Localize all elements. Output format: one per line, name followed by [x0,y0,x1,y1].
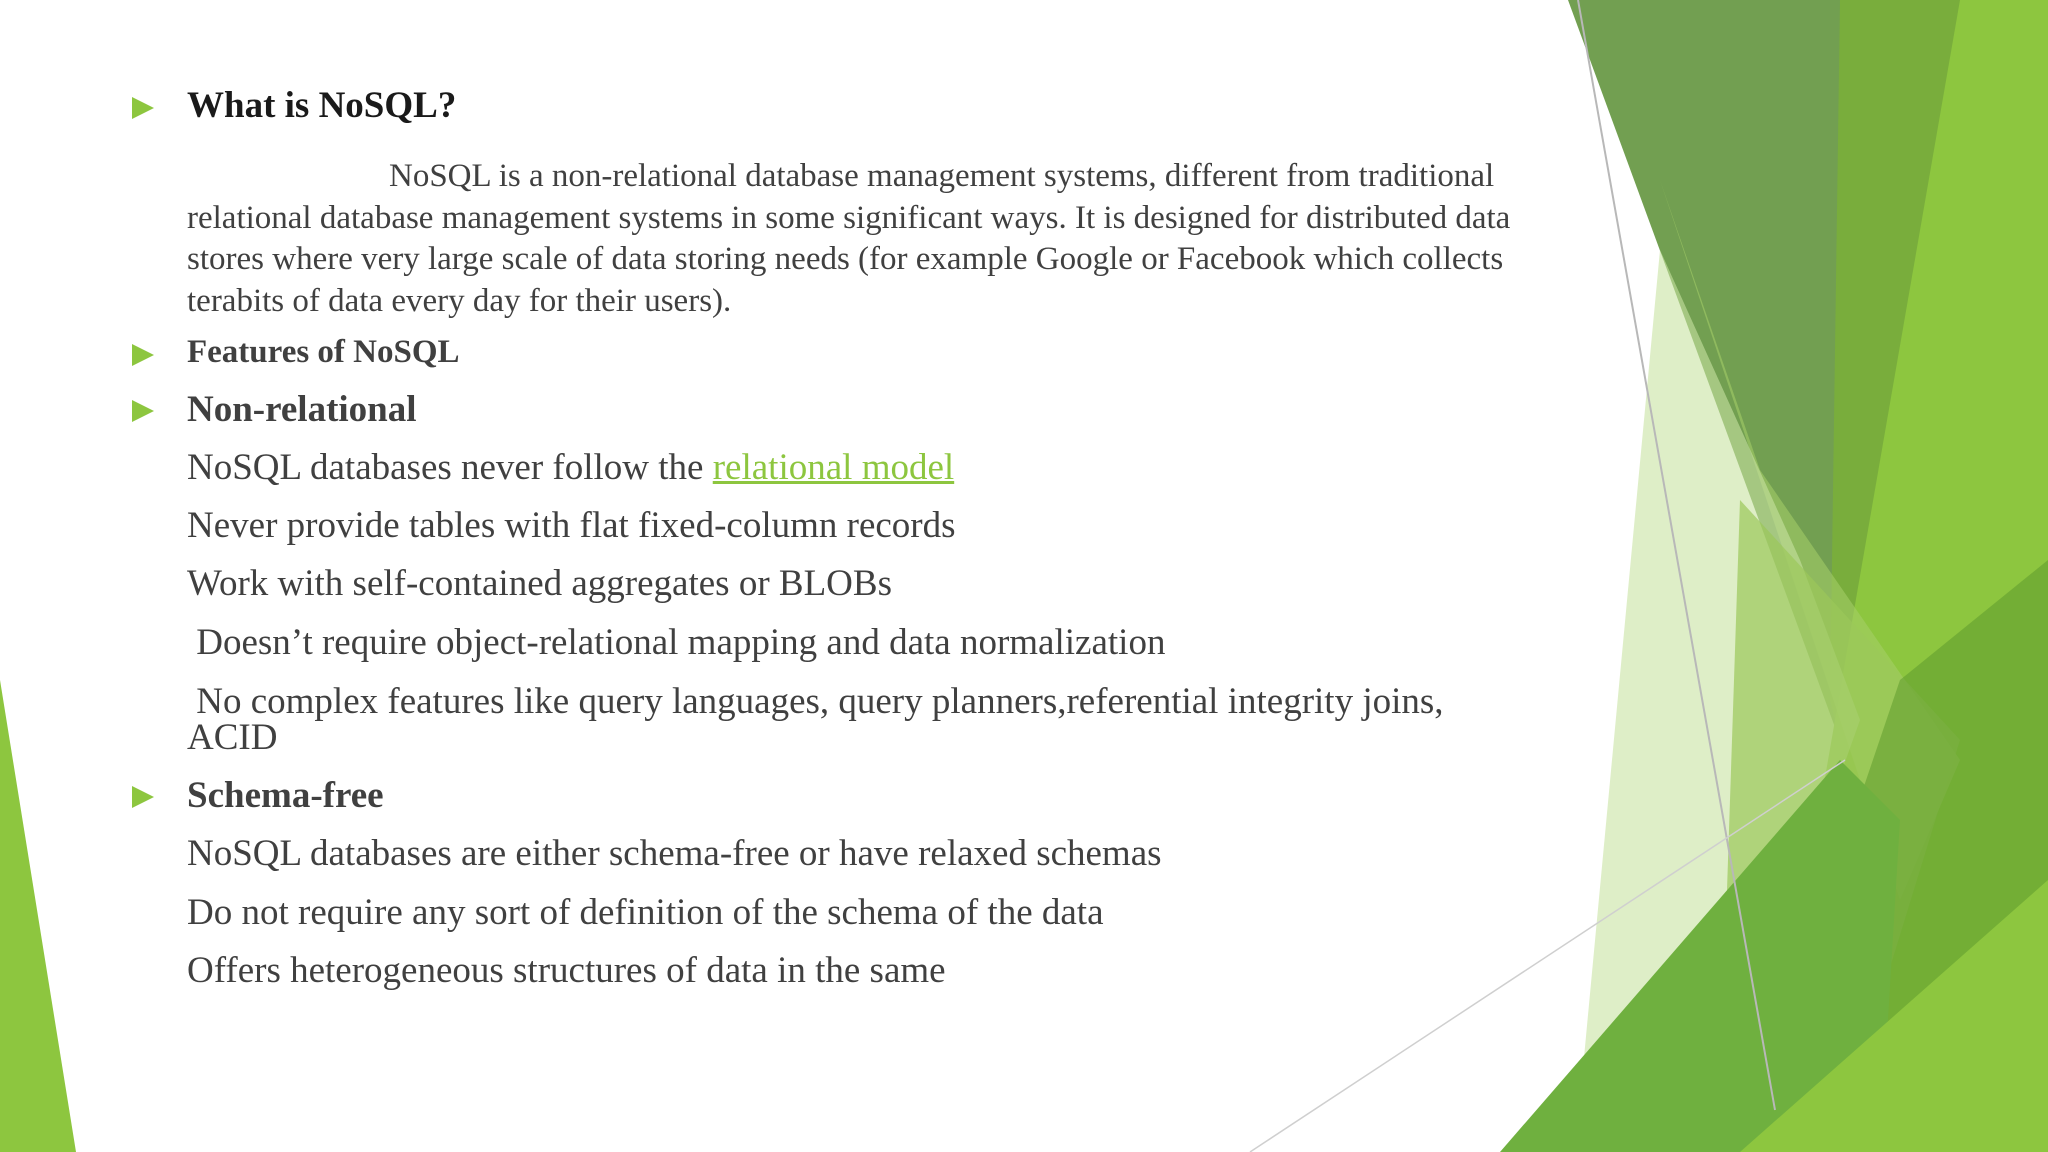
nonrelational-line-5a: No complex features like query languages, query planners,referential integrity joins, [187,681,1444,722]
intro-paragraph: NoSQL is a non-relational database management systems, different from traditional relational database management systems in some significant ways. It is designed for distributed data stores where very large scale of data storing needs (for example Google or Facebook which collects terabits of data every day for their users). [187,158,1511,319]
nonrelational-line-3: Work with self-contained aggregates or BLOBs [187,563,892,604]
heading-features: Features of NoSQL [187,334,460,370]
triangle-bullet-icon [132,344,154,366]
heading-what-is-nosql: What is NoSQL? [187,85,457,126]
schemafree-line-2: Do not require any sort of definition of the schema of the data [187,892,1104,933]
heading-non-relational: Non-relational [187,389,417,430]
nonrelational-line-5b: ACID [187,717,278,758]
nonrelational-line-2: Never provide tables with flat fixed-column records [187,505,956,546]
triangle-bullet-icon [132,97,154,119]
triangle-bullet-icon [132,400,154,422]
triangle-bullet-icon [132,786,154,808]
schemafree-line-3: Offers heterogeneous structures of data in the same [187,950,946,991]
schemafree-line-1: NoSQL databases are either schema-free or have relaxed schemas [187,833,1162,874]
relational-model-link[interactable]: relational model [712,447,955,488]
heading-schema-free: Schema-free [187,775,384,816]
nonrelational-line-1-text: NoSQL databases never follow the [187,447,713,488]
nonrelational-line-1 [187,446,954,489]
nonrelational-line-4: Doesn’t require object-relational mapping and data normalization [187,622,1166,663]
